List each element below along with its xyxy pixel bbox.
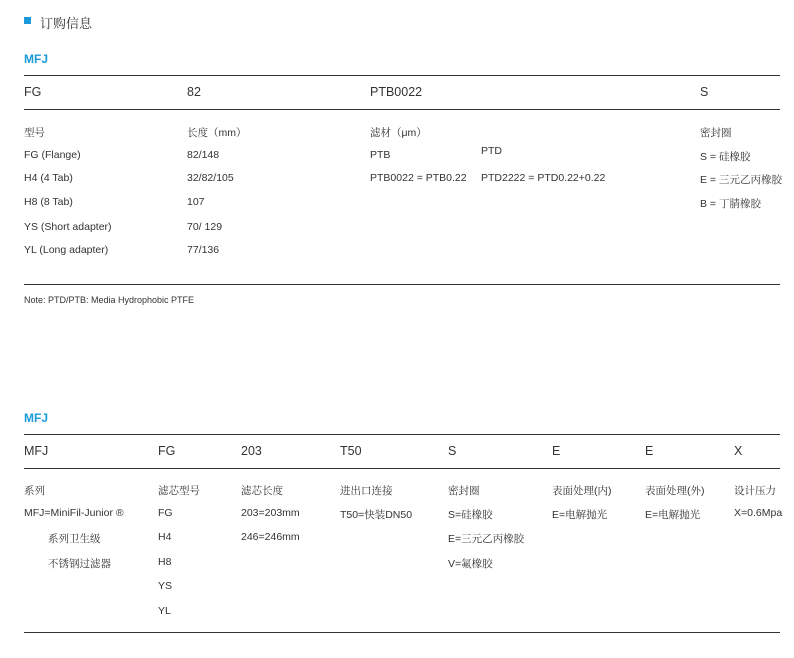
table2-bottom-rule [24,632,780,633]
table2-header-series: 系列 [24,485,45,497]
table1-length-item: 32/82/105 [187,172,234,184]
table2-header-pressure: 设计压力 [734,485,776,497]
table1-model-item: FG (Flange) [24,149,81,161]
table1-header-length: 长度（mm） [187,127,247,139]
table2-header-finish-in: 表面处理(内) [552,485,612,497]
table1-media-ptb: PTB [370,149,391,161]
table2-brand: MFJ [24,411,48,425]
table1-seal-item: S = 硅橡胶 [700,151,751,163]
table2-code-finish-out: E [645,444,654,458]
table1-length-item: 77/136 [187,244,220,256]
table1-model-item: YL (Long adapter) [24,244,109,256]
table2-code-connection: T50 [340,444,362,458]
table1-media-ptd: PTD [481,145,502,157]
table1-bottom-rule [24,284,780,285]
table2-element-item: YS [158,580,173,592]
table1-model-item: H8 (8 Tab) [24,196,73,208]
table2-element-item: YL [158,605,171,617]
table2-length-item: 246=246mm [241,531,300,543]
table2-code-series: MFJ [24,444,49,458]
table2-header-connection: 进出口连接 [340,485,393,497]
table1-code-seal: S [700,85,709,99]
table2-seal-item: E=三元乙丙橡胶 [448,533,525,545]
section-title: 订购信息 [40,16,93,31]
table2-series-item: MFJ=MiniFil-Junior ® [24,507,124,519]
table2-seal-item: S=硅橡胶 [448,509,493,521]
table2-code-finish-in: E [552,444,561,458]
table1-brand: MFJ [24,52,48,66]
table1-length-item: 107 [187,196,205,208]
table2-code-element: FG [158,444,176,458]
table2-pressure-item: X=0.6Mpa [734,507,783,519]
table2-header-length: 滤芯长度 [241,485,283,497]
table1-media-ptb-code: PTB0022 = PTB0.22 [370,172,467,184]
table1-length-item: 82/148 [187,149,220,161]
table1-code-model: FG [24,85,42,99]
table1-model-item: H4 (4 Tab) [24,172,73,184]
table2-code-length: 203 [241,444,262,458]
table2-element-item: FG [158,507,173,519]
table2-finish-in-item: E=电解抛光 [552,509,608,521]
table2-code-pressure: X [734,444,743,458]
table2-seal-item: V=氟橡胶 [448,558,493,570]
table1-top-rule [24,75,780,76]
table1-header-media: 滤材（μm） [370,127,427,139]
table1-media-ptd-code: PTD2222 = PTD0.22+0.22 [481,172,606,184]
table2-series-item: 不锈钢过滤器 [48,558,111,570]
table2-header-element: 滤芯型号 [158,485,200,497]
table2-top-rule [24,434,780,435]
table1-code-media: PTB0022 [370,85,423,99]
table2-code-seal: S [448,444,457,458]
table1-code-length: 82 [187,85,201,99]
table2-finish-out-item: E=电解抛光 [645,509,701,521]
table1-length-item: 70/ 129 [187,221,223,233]
table1-note: Note: PTD/PTB: Media Hydrophobic PTFE [24,295,195,305]
table2-element-item: H8 [158,556,172,568]
table2-header-seal: 密封圈 [448,485,480,497]
table2-element-item: H4 [158,531,172,543]
table2-header-finish-out: 表面处理(外) [645,485,705,497]
table1-header-rule [24,109,780,110]
table1-seal-item: B = 丁腈橡胶 [700,198,761,210]
table2-header-rule [24,468,780,469]
table1-model-item: YS (Short adapter) [24,221,112,233]
table2-connection-item: T50=快装DN50 [340,509,413,521]
table2-length-item: 203=203mm [241,507,300,519]
table1-header-seal: 密封圈 [700,127,732,139]
section-bullet-icon [24,17,31,24]
table2-series-item: 系列卫生级 [48,533,101,545]
table1-seal-item: E = 三元乙丙橡胶 [700,174,782,186]
table1-header-model: 型号 [24,127,45,139]
